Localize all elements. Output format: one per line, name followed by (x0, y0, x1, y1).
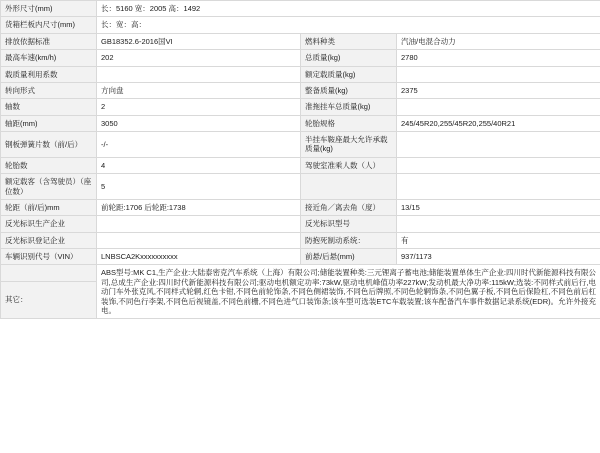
row-value-rated-passengers: 5 (97, 174, 301, 200)
row-value-fuel-type: 汽油/电混合动力 (397, 33, 600, 49)
row-value-cargo-box-dimensions: 长：宽：高： (97, 17, 600, 33)
table-row (1, 33, 600, 49)
row-label-fuel-type: 燃料种类 (301, 33, 397, 49)
table-row (1, 115, 600, 131)
row-value-tire-count: 4 (97, 157, 301, 173)
table-row (1, 82, 600, 98)
table-row (1, 157, 600, 173)
row-value-max-speed: 202 (97, 50, 301, 66)
row-value-load-utilization (97, 66, 301, 82)
row-value-wheelbase: 3050 (97, 115, 301, 131)
row-value-axle-count: 2 (97, 99, 301, 115)
row-label-vin: 车辆识别代号（VIN） (1, 249, 97, 265)
row-value-emission-standard: GB18352.6-2016国VI (97, 33, 301, 49)
row-value-exterior-dimensions: 长：5160 宽：2005 高：1492 (97, 1, 600, 17)
row-label-max-speed: 最高车速(km/h) (1, 50, 97, 66)
row-label-reflective-mark-registrant: 反光标识登记企业 (1, 232, 97, 248)
row-label-front-rear-overhang: 前悬/后悬(mm) (301, 249, 397, 265)
table-row (1, 216, 600, 232)
row-label-reflective-mark-manufacturer: 反光标识生产企业 (1, 216, 97, 232)
row-value-reflective-mark-model (397, 216, 600, 232)
row-label-axle-count: 轴数 (1, 99, 97, 115)
row-value-leaf-spring-count: -/- (97, 132, 301, 158)
row-label-emission-standard: 排放依据标准 (1, 33, 97, 49)
row-label-tire-spec: 轮胎规格 (301, 115, 397, 131)
row-value-steering-type: 方向盘 (97, 82, 301, 98)
table-row (1, 174, 600, 200)
row-value-track-width: 前轮距:1706 后轮距:1738 (97, 199, 301, 215)
row-value-rated-load-mass (397, 66, 600, 82)
row-label-cab-occupants: 驾驶室准乘人数（人） (301, 157, 397, 173)
notes-label: 其它： (1, 281, 97, 319)
row-label-trailer-gross-mass: 准拖挂车总质量(kg) (301, 99, 397, 115)
notes-row-top (1, 265, 600, 281)
row-value-tire-spec: 245/45R20,255/45R20,255/40R21 (397, 115, 600, 131)
table-row (1, 66, 600, 82)
row-label-saddle-max-load: 半挂车鞍座最大允许承载质量(kg) (301, 132, 397, 158)
notes-label-spacer (1, 265, 97, 281)
row-value-reflective-mark-manufacturer (97, 216, 301, 232)
row-value-gross-mass: 2780 (397, 50, 600, 66)
table-row (1, 99, 600, 115)
row-label-rated-passengers: 额定载客（含驾驶员）（座位数） (1, 174, 97, 200)
row-value-blank-1 (397, 174, 600, 200)
row-label-wheelbase: 轴距(mm) (1, 115, 97, 131)
row-label-tire-count: 轮胎数 (1, 157, 97, 173)
row-label-gross-mass: 总质量(kg) (301, 50, 397, 66)
row-label-exterior-dimensions: 外形尺寸(mm) (1, 1, 97, 17)
row-label-leaf-spring-count: 钢板弹簧片数（前/后） (1, 132, 97, 158)
row-value-saddle-max-load (397, 132, 600, 158)
row-label-reflective-mark-model: 反光标识型号 (301, 216, 397, 232)
row-label-cargo-box-dimensions: 货箱栏板内尺寸(mm) (1, 17, 97, 33)
row-value-reflective-mark-registrant (97, 232, 301, 248)
row-value-vin: LNBSCA2Kxxxxxxxxxx (97, 249, 301, 265)
row-value-front-rear-overhang: 937/1173 (397, 249, 600, 265)
row-label-abs: 防抱死制动系统： (301, 232, 397, 248)
row-label-approach-departure-angle: 接近角／离去角（度） (301, 199, 397, 215)
row-value-approach-departure-angle: 13/15 (397, 199, 600, 215)
row-label-curb-mass: 整备质量(kg) (301, 82, 397, 98)
row-value-curb-mass: 2375 (397, 82, 600, 98)
notes-text: ABS型号:MK C1,生产企业:大陆泰密克汽车系统（上海）有限公司;储能装置种类:三元锂离子蓄电池;储能装置单体生产企业:四川时代新能源科技有限公司,总成生产企业:四川时代新能源科技有限公司;驱动电机额定功率:73kW,驱动电机峰值功率227kW;发动机最大净功率:115kW;选装:不同样式前后行,电动门车外张克风,不同样式轮辋,红色卡钳,不同色前轮饰条,不同色侧裙装饰,不同色后牌照,不同色轮辋饰条,不同色翼子板,不同色后保险杠,不同色前后杠装饰,不同色行李架,不同色后视镜盖,不同色前栅,不同色进气口装饰条;该车型可选装ETC车载装置;该车配备汽车事件数据记录系统(EDR)。允许外接充电。 (97, 265, 600, 319)
row-value-cab-occupants (397, 157, 600, 173)
table-row (1, 199, 600, 215)
table-row (1, 50, 600, 66)
table-row (1, 249, 600, 265)
row-value-abs: 有 (397, 232, 600, 248)
row-label-track-width: 轮距（前/后)mm (1, 199, 97, 215)
row-label-blank-1 (301, 174, 397, 200)
table-row (1, 1, 600, 17)
table-row (1, 17, 600, 33)
row-value-trailer-gross-mass (397, 99, 600, 115)
row-label-load-utilization: 载质量利用系数 (1, 66, 97, 82)
table-row (1, 232, 600, 248)
row-label-rated-load-mass: 额定载质量(kg) (301, 66, 397, 82)
row-label-steering-type: 转向形式 (1, 82, 97, 98)
table-row (1, 132, 600, 158)
